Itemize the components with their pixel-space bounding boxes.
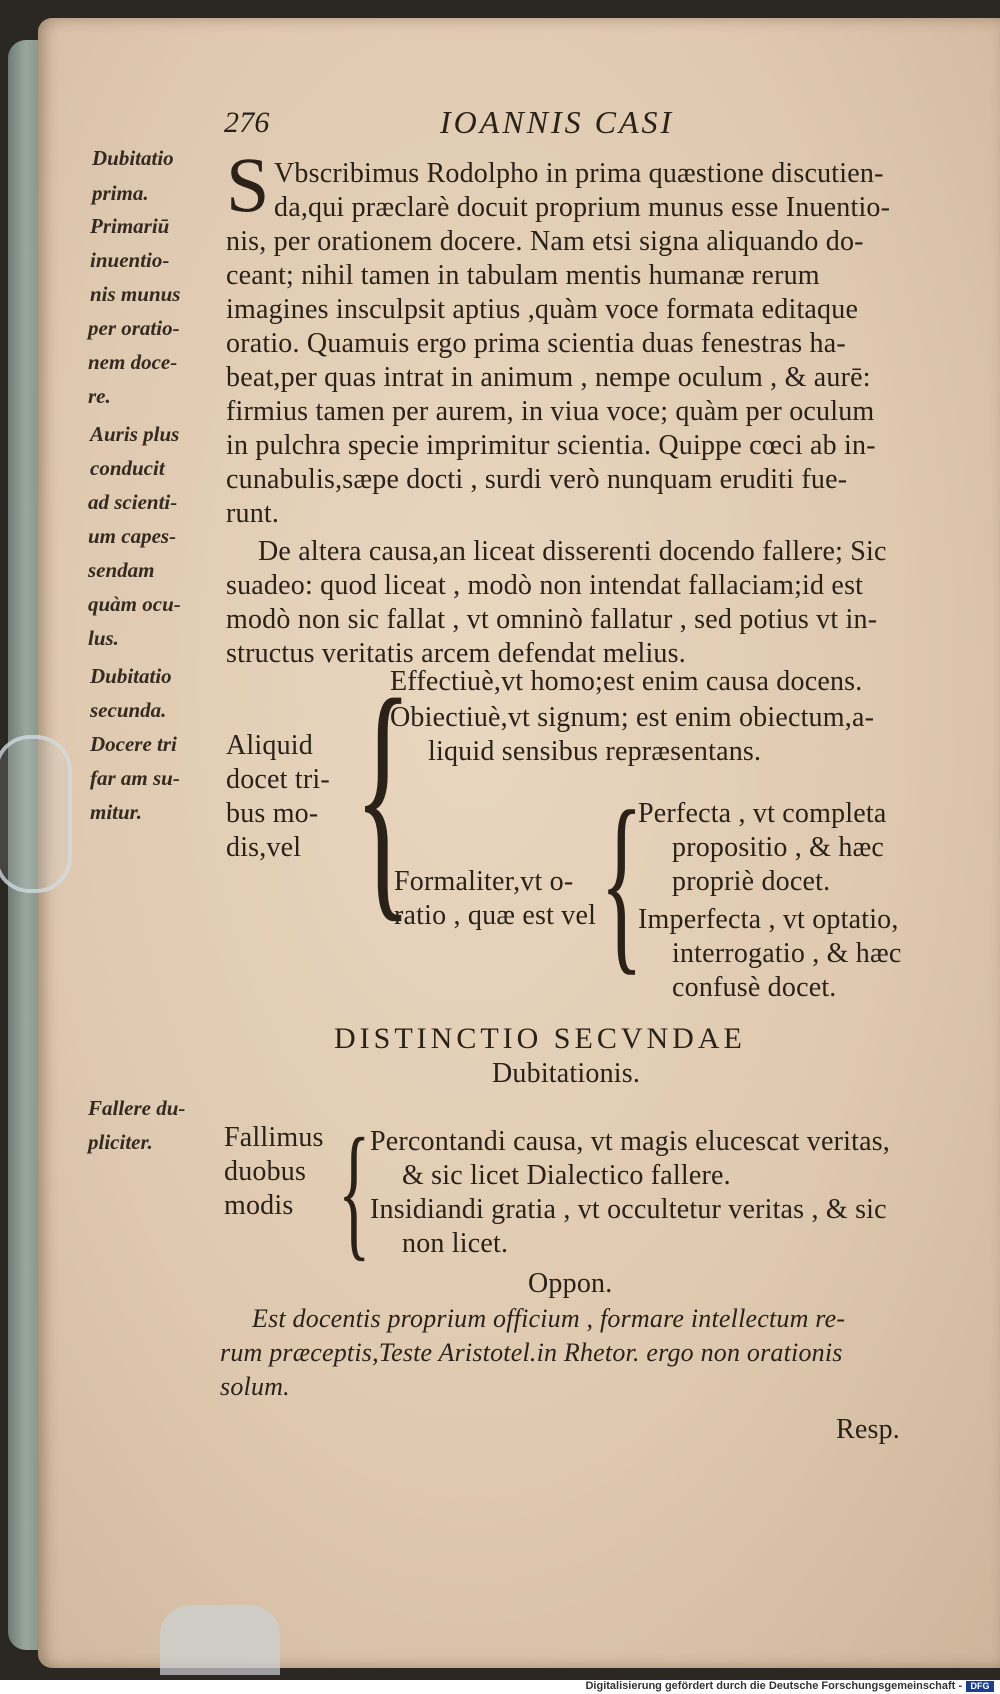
objection-line: solum. — [220, 1372, 290, 1401]
section-heading: DISTINCTIO SECVNDAE — [334, 1022, 746, 1055]
diagram-branch: liquid sensibus repræsentans. — [428, 736, 762, 767]
margin-note: secunda. — [90, 698, 167, 722]
digitization-footer — [0, 1680, 1000, 1694]
text-line: beat,per quas intrat in animum , nempe oculum , & aurē: — [226, 362, 871, 393]
diagram-root-line: docet tri- — [226, 764, 330, 795]
margin-note: sendam — [88, 558, 155, 582]
running-title: IOANNIS CASI — [440, 104, 675, 140]
diagram-branch: Insidiandi gratia , vt occultetur veritas , & sic — [370, 1194, 887, 1225]
diagram-root-line: bus mo- — [226, 798, 319, 829]
text-line: imagines insculpsit aptius ,quàm voce formata editaque — [226, 294, 859, 325]
diagram-branch: Percontandi causa, vt magis elucescat veritas, — [370, 1126, 891, 1157]
diagram-subbranch: propositio , & hæc — [672, 832, 885, 863]
text-line: structus veritatis arcem defendat melius. — [226, 638, 686, 669]
margin-note: prima. — [92, 181, 149, 205]
margin-note: Docere tri — [90, 732, 177, 756]
book-page — [38, 18, 1000, 1668]
margin-note: Dubitatio — [90, 664, 172, 688]
section-subheading: Dubitationis. — [492, 1058, 641, 1089]
drop-cap: S — [226, 141, 270, 228]
diagram-subbranch: Perfecta , vt completa — [638, 798, 887, 829]
margin-note: quàm ocu- — [88, 592, 181, 616]
text-line: da,qui præclarè docuit proprium munus esse Inuentio- — [274, 192, 891, 223]
text-line: ceant; nihil tamen in tabulam mentis humanæ rerum — [226, 260, 820, 291]
text-line: firmius tamen per aurem, in viua voce; quàm per oculum — [226, 396, 875, 427]
margin-note: re. — [88, 384, 111, 408]
objection-line: rum præceptis,Teste Aristotel.in Rhetor. ergo non orationis — [220, 1338, 843, 1367]
catchword: Resp. — [836, 1414, 900, 1445]
diagram-branch: Obiectiuè,vt signum; est enim obiectum,a- — [390, 702, 875, 733]
objection-line: Est docentis proprium officium , formare intellectum re- — [252, 1304, 846, 1333]
diagram-subbranch: propriè docet. — [672, 866, 831, 897]
diagram-branch: non licet. — [402, 1228, 509, 1259]
text-line: oratio. Quamuis ergo prima scientia duas fenestras ha- — [226, 328, 846, 359]
diagram-root-line: modis — [224, 1190, 294, 1221]
brace: { — [600, 771, 644, 992]
margin-note: Dubitatio — [92, 146, 174, 170]
brace: { — [338, 1108, 371, 1274]
diagram-branch: Effectiuè,vt homo;est enim causa docens. — [390, 666, 863, 697]
text-line: Vbscribimus Rodolpho in prima quæstione discutien- — [274, 158, 884, 189]
diagram-branch: & sic licet Dialectico fallere. — [402, 1160, 731, 1191]
margin-note: nem doce- — [88, 350, 178, 374]
margin-note: Auris plus — [90, 422, 180, 446]
diagram-subbranch: confusè docet. — [672, 972, 837, 1003]
text-line: in pulchra specie imprimitur scientia. Quippe cœci ab in- — [226, 430, 876, 461]
margin-note: mitur. — [90, 800, 142, 824]
margin-note: pliciter. — [88, 1130, 153, 1154]
page-number: 276 — [224, 106, 270, 139]
margin-note: lus. — [88, 626, 119, 650]
text-line: runt. — [226, 498, 280, 529]
margin-note: Primariū — [90, 214, 170, 238]
diagram-branch: Formaliter,vt o- — [394, 866, 574, 897]
footer-credit: Digitalisierung gefördert durch die Deutsche Forschungsgemeinschaft - — [585, 1680, 962, 1692]
diagram-subbranch: Imperfecta , vt optatio, — [638, 904, 899, 935]
diagram-root-line: duobus — [224, 1156, 307, 1187]
text-line: nis, per orationem docere. Nam etsi signa aliquando do- — [226, 226, 864, 257]
diagram-root-line: dis,vel — [226, 832, 302, 863]
brace: { — [354, 645, 413, 944]
dfg-logo: DFG — [966, 1681, 994, 1692]
text-line: De altera causa,an liceat disserenti docendo fallere; Sic — [258, 536, 887, 567]
margin-note: far am su- — [90, 766, 180, 790]
margin-note: per oratio- — [88, 316, 180, 340]
diagram-branch: ratio , quæ est vel — [394, 900, 597, 931]
margin-note: nis munus — [90, 282, 181, 306]
text-line: suadeo: quod liceat , modò non intendat fallaciam;id est — [226, 570, 864, 601]
diagram-root-line: Aliquid — [226, 730, 313, 761]
diagram-root-line: Fallimus — [224, 1122, 324, 1153]
page-clip — [160, 1605, 280, 1675]
text-line: modò non sic fallat , vt omninò fallatur , sed potius vt in- — [226, 604, 878, 635]
margin-note: ad scienti- — [88, 490, 178, 514]
oppon-heading: Oppon. — [528, 1268, 613, 1299]
margin-note: inuentio- — [90, 248, 170, 272]
margin-note: Fallere du- — [88, 1096, 186, 1120]
margin-note: conducit — [90, 456, 165, 480]
margin-note: um capes- — [88, 524, 177, 548]
text-line: cunabulis,sæpe docti , surdi verò nunquam eruditi fue- — [226, 464, 848, 495]
page-clip — [0, 735, 72, 893]
diagram-subbranch: interrogatio , & hæc — [672, 938, 902, 969]
